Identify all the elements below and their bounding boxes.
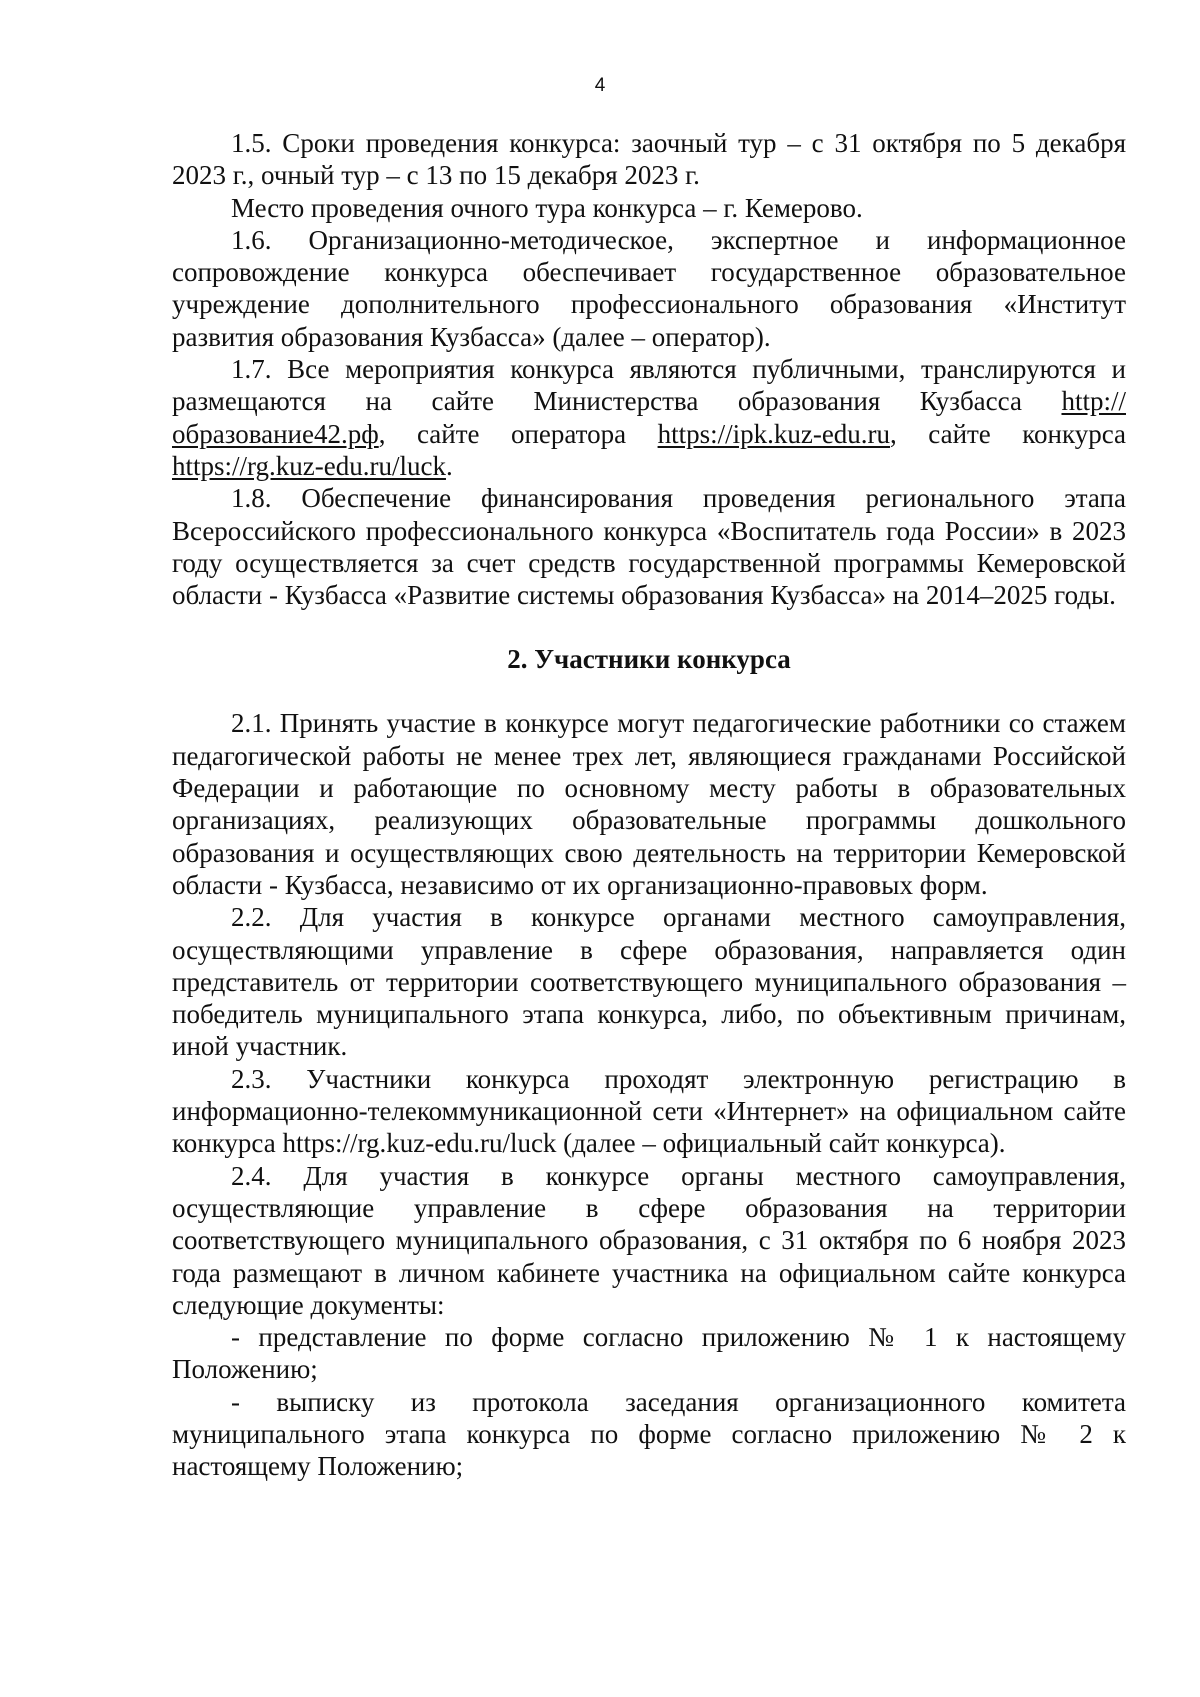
paragraph-2-2: 2.2. Для участия в конкурсе органами местного самоуправления, осуществляющими управление в сфере образования, направляется один представитель от территории соответствующего муниципального образования – победитель муниципального этапа конкурса, либо, по объективным причинам, иной участник. — [172, 902, 1126, 1062]
paragraph-2-4: 2.4. Для участия в конкурсе органы местного самоуправления, осуществляющие управление в сфере образования на территории соответствующего муниципального образования, с 31 октября по 6 ноября 2023 года размещают в личном кабинете участника на официальном сайте конкурса следующие документы: — [172, 1160, 1126, 1320]
ministry-site-link[interactable]: http://образование42.рф — [172, 386, 1126, 449]
paragraph-1-5: 1.5. Сроки проведения конкурса: заочный тур – с 31 октября по 5 декабря 2023 г., очный тур – с 13 по 15 декабря 2023 г. — [172, 128, 1126, 191]
list-item-representation: - представление по форме согласно приложению № 1 к настоящему Положению; — [172, 1322, 1126, 1385]
document-body — [172, 127, 1126, 1483]
list-item-protocol-extract: - выписку из протокола заседания организационного комитета муниципального этапа конкурса по форме согласно приложению № 2 к настоящему Положению; — [172, 1386, 1126, 1482]
paragraph-1-7-text-c: , сайте конкурса — [890, 418, 1126, 449]
paragraph-1-7-text-b: , сайте оператора — [378, 418, 658, 449]
paragraph-1-6: 1.6. Организационно-методическое, экспертное и информационное сопровождение конкурса обеспечивает государственное образовательное учреждение дополнительного профессионального образования «Институт развития образования Кузбасса» (далее – оператор). — [172, 224, 1126, 352]
paragraph-2-1: 2.1. Принять участие в конкурсе могут педагогические работники со стажем педагогической работы не менее трех лет, являющиеся гражданами Российской Федерации и работающие по основному месту работы в образовательных организациях, реализующих образовательные программы дошкольного образования и осуществляющих свою деятельность на территории Кемеровской области - Кузбасса, независимо от их организационно-правовых форм. — [172, 708, 1126, 900]
paragraph-1-7-text-d: . — [445, 450, 453, 481]
section-2-heading: 2. Участники конкурса — [507, 644, 791, 675]
paragraph-1-7-text-a: 1.7. Все мероприятия конкурса являются публичными, транслируются и размещаются на сайте Министерства образования Кузбасса — [172, 354, 1126, 417]
paragraph-1-8: 1.8. Обеспечение финансирования проведения регионального этапа Всероссийского профессионального конкурса «Воспитатель года России» в 2023 году осуществляется за счет средств государственной программы Кемеровской области - Кузбасса «Развитие системы образования Кузбасса» на 2014–2025 годы. — [172, 483, 1126, 611]
contest-site-link[interactable]: https://rg.kuz-edu.ru/luck — [172, 450, 446, 481]
operator-site-link[interactable]: https://ipk.kuz-edu.ru — [657, 418, 891, 449]
paragraph-venue: Место проведения очного тура конкурса – г. Кемерово. — [231, 192, 863, 223]
page-number: 4 — [594, 75, 606, 96]
paragraph-2-3: 2.3. Участники конкурса проходят электронную регистрацию в информационно-телекоммуникационной сети «Интернет» на официальном сайте конкурса https://rg.kuz-edu.ru/luck (далее – официальный сайт конкурса). — [172, 1063, 1126, 1159]
paragraph-1-7 — [172, 353, 1126, 482]
